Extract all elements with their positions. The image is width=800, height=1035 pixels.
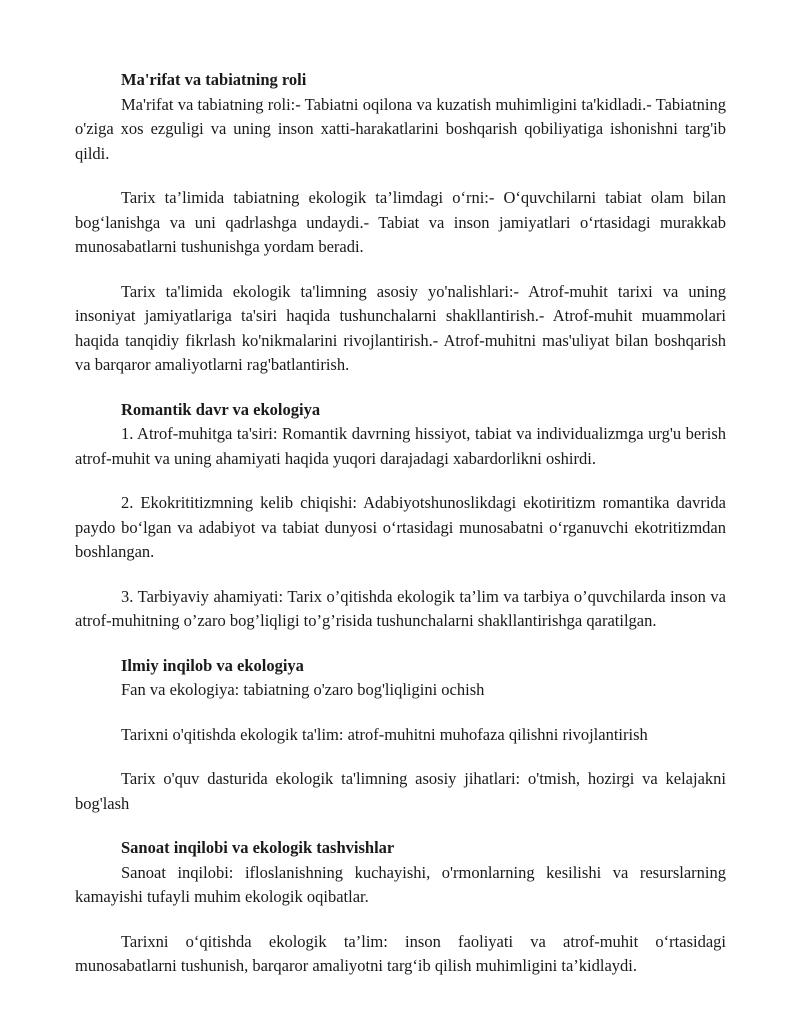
paragraph: 3. Tarbiyaviy ahamiyati: Tarix o’qitishda ekologik ta’lim va tarbiya o’quvchilarda inson va atrof-muhitning o’zaro bog’liqligi to’g’risida tushunchalarni shakllantirishga qaratilgan. — [75, 586, 726, 630]
paragraph: Tarix ta'limida ekologik ta'limning asosiy yo'nalishlari:- Atrof-muhit tarixi va uning insoniyat jamiyatlariga ta'siri haqida tushunchalarni shakllantirish.- Atrof-muhit muammolari haqida tanqidiy fikrlash ko'nikmalarini rivojlantirish.- Atrof-muhitni mas'uliyat bilan boshqarish va barqaror amaliyotlarni rag'batlantirish. — [75, 281, 726, 374]
section-heading: Sanoat inqilobi va ekologik tashvishlar — [121, 838, 395, 857]
paragraph: Tarix o'quv dasturida ekologik ta'limning asosiy jihatlari: o'tmish, hozirgi va kelajakni bog'lash — [75, 769, 726, 813]
section-marifat — [75, 68, 726, 378]
section-ilmiy-inqilob — [75, 654, 726, 817]
section-heading: Ilmiy inqilob va ekologiya — [121, 655, 304, 675]
section-heading: Ma'rifat va tabiatning roli — [121, 70, 307, 89]
paragraph: Ma'rifat va tabiatning roli:- Tabiatni oqilona va kuzatish muhimligini ta'kidladi.- Tabiatning o'ziga xos ezguligi va uning inson xatti-harakatlarini boshqarish qobiliyatiga ishonishni targ'ib qildi. — [75, 94, 726, 163]
paragraph: Tarixni o‘qitishda ekologik ta’lim: inson faoliyati va atrof-muhit o‘rtasidagi munosabatlarni tushunish, barqaror amaliyotni targ‘ib qilish muhimligini ta’kidlaydi. — [75, 931, 726, 975]
paragraph: Sanoat inqilobi: ifloslanishning kuchayishi, o'rmonlarning kesilishi va resurslarning kamayishi tufayli muhim ekologik oqibatlar. — [75, 862, 726, 906]
paragraph: 2. Ekokrititizmning kelib chiqishi: Adabiyotshunoslikdagi ekotiritizm romantika davrida paydo bo‘lgan va adabiyot va tabiat dunyosi o‘rtasidagi munosabatni o‘rganuvchi ekotritizmdan boshlangan. — [75, 493, 726, 561]
paragraph: Tarixni o'qitishda ekologik ta'lim: atrof-muhitni muhofaza qilishni rivojlantirish — [121, 724, 648, 744]
paragraph: Tarix ta’limida tabiatning ekologik ta’limdagi o‘rni:- O‘quvchilarni tabiat olam bilan bog‘lanishga va uni qadrlashga undaydi.- Tabiat va inson jamiyatlari o‘rtasidagi murakkab munosabatlarni tushunishga yordam beradi. — [75, 188, 726, 256]
paragraph: Fan va ekologiya: tabiatning o'zaro bog'liqligini ochish — [121, 680, 485, 699]
section-heading: Romantik davr va ekologiya — [121, 399, 321, 419]
paragraph: 1. Atrof-muhitga ta'siri: Romantik davrning hissiyot, tabiat va individualizmga urg'u berish atrof-muhit va uning ahamiyati haqida yuqori darajadagi xabardorlikni oshirdi. — [75, 424, 726, 468]
section-romantik — [75, 398, 726, 634]
section-sanoat-inqilobi — [75, 836, 726, 979]
